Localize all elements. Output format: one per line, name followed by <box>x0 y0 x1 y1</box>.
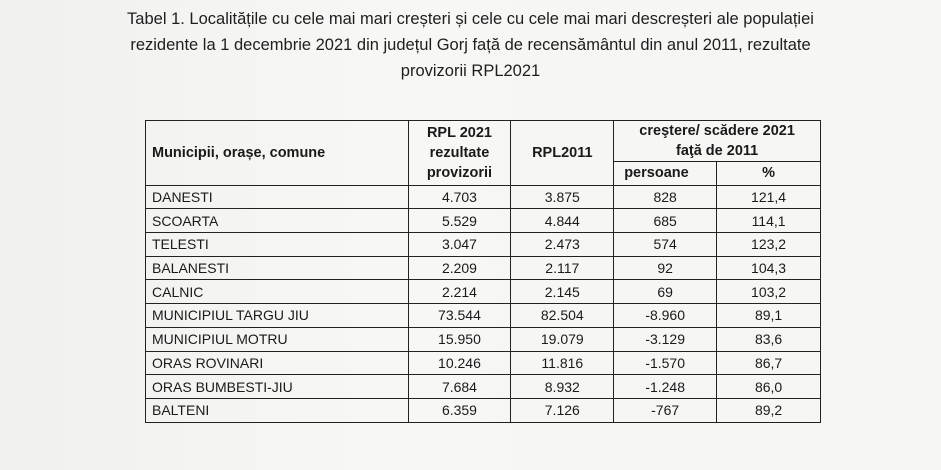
cell-persons: 92 <box>614 256 717 280</box>
cell-percent: 103,2 <box>717 280 821 304</box>
population-table <box>145 120 821 423</box>
cell-rpl2011: 2.145 <box>511 280 614 304</box>
cell-rpl2021: 3.047 <box>408 233 511 257</box>
table-row <box>146 398 821 422</box>
table-row <box>146 209 821 233</box>
cell-rpl2021: 73.544 <box>408 304 511 328</box>
header-change-line1: creştere/ scădere 2021 <box>639 123 795 139</box>
cell-rpl2021: 5.529 <box>408 209 511 233</box>
table-row <box>146 280 821 304</box>
cell-persons: 574 <box>614 233 717 257</box>
cell-persons: -1.570 <box>614 351 717 375</box>
cell-percent: 123,2 <box>717 233 821 257</box>
cell-locality: TELESTI <box>146 233 409 257</box>
cell-percent: 121,4 <box>717 185 821 209</box>
header-change-line2: faţă de 2011 <box>675 143 759 159</box>
cell-percent: 114,1 <box>717 209 821 233</box>
cell-persons: -3.129 <box>614 327 717 351</box>
cell-locality: DANESTI <box>146 185 409 209</box>
cell-rpl2021: 7.684 <box>408 375 511 399</box>
cell-rpl2021: 15.950 <box>408 327 511 351</box>
table-caption <box>0 6 941 84</box>
header-percent: % <box>717 162 821 186</box>
table-row <box>146 185 821 209</box>
cell-locality: MUNICIPIUL TARGU JIU <box>146 304 409 328</box>
cell-locality: ORAS BUMBESTI-JIU <box>146 375 409 399</box>
header-rpl2021-line3: provizorii <box>426 164 493 181</box>
cell-persons: 685 <box>614 209 717 233</box>
cell-rpl2011: 11.816 <box>511 351 614 375</box>
header-rpl2021-line2: rezultate <box>429 144 490 161</box>
table-header <box>146 121 821 186</box>
cell-rpl2011: 82.504 <box>511 304 614 328</box>
cell-locality: BALANESTI <box>146 256 409 280</box>
cell-rpl2021: 4.703 <box>408 185 511 209</box>
cell-locality: CALNIC <box>146 280 409 304</box>
cell-rpl2021: 2.214 <box>408 280 511 304</box>
cell-percent: 89,2 <box>717 398 821 422</box>
table-row <box>146 351 821 375</box>
cell-locality: MUNICIPIUL MOTRU <box>146 327 409 351</box>
table-row <box>146 327 821 351</box>
cell-percent: 104,3 <box>717 256 821 280</box>
cell-rpl2011: 2.117 <box>511 256 614 280</box>
cell-locality: ORAS ROVINARI <box>146 351 409 375</box>
cell-rpl2021: 10.246 <box>408 351 511 375</box>
cell-rpl2011: 8.932 <box>511 375 614 399</box>
cell-rpl2011: 7.126 <box>511 398 614 422</box>
cell-rpl2011: 4.844 <box>511 209 614 233</box>
cell-rpl2021: 2.209 <box>408 256 511 280</box>
cell-rpl2011: 19.079 <box>511 327 614 351</box>
cell-percent: 86,7 <box>717 351 821 375</box>
cell-rpl2011: 3.875 <box>511 185 614 209</box>
header-rpl2011: RPL2011 <box>511 121 614 186</box>
cell-percent: 83,6 <box>717 327 821 351</box>
table-row <box>146 304 821 328</box>
cell-percent: 86,0 <box>717 375 821 399</box>
cell-persons: -767 <box>614 398 717 422</box>
caption-line-2: rezidente la 1 decembrie 2021 din județul Gorj față de recensământul din anul 2011, rezultate <box>130 36 811 54</box>
cell-percent: 89,1 <box>717 304 821 328</box>
table-row <box>146 233 821 257</box>
header-rpl2021 <box>408 121 511 186</box>
table-body <box>146 185 821 422</box>
cell-persons: -8.960 <box>614 304 717 328</box>
cell-locality: BALTENI <box>146 398 409 422</box>
header-rpl2021-line1: RPL 2021 <box>426 124 492 141</box>
header-locality: Municipii, orașe, comune <box>146 121 409 186</box>
cell-persons: -1.248 <box>614 375 717 399</box>
table-row <box>146 375 821 399</box>
cell-persons: 69 <box>614 280 717 304</box>
cell-locality: SCOARTA <box>146 209 409 233</box>
header-persons: persoane <box>614 162 717 186</box>
cell-rpl2021: 6.359 <box>408 398 511 422</box>
header-change <box>614 121 821 162</box>
table-row <box>146 256 821 280</box>
cell-persons: 828 <box>614 185 717 209</box>
cell-rpl2011: 2.473 <box>511 233 614 257</box>
caption-line-1: Tabel 1. Localitățile cu cele mai mari creșteri și cele cu cele mai mari descreșteri ale populației <box>127 10 814 28</box>
caption-line-3: provizorii RPL2021 <box>400 62 541 80</box>
